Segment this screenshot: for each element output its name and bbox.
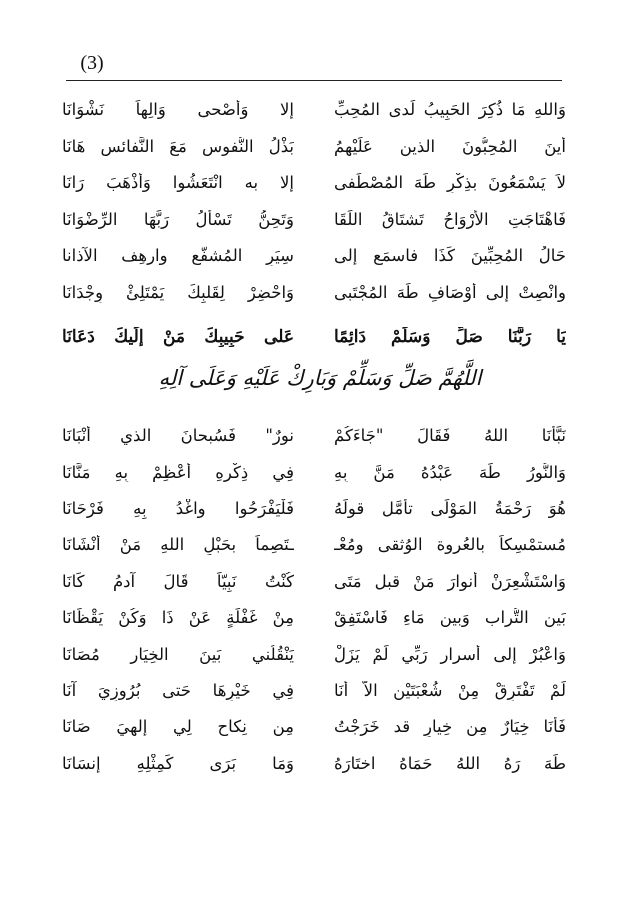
salawat-line: اللَّهُمَّ صَلِّ وَسَلِّمْ وَبَارِكْ عَلَيْهِ وَعَلَى آلِهِ: [158, 366, 482, 390]
chorus-verse: [62, 327, 566, 347]
verse-second-hemistich: مِنْ غَفْلَةٍ عَنْ ذَا وَكُنْ يَقْظَانَا: [62, 608, 294, 628]
verse-second-hemistich: نورٌ" فَسُبحانَ الذي أَنْبَانَا: [62, 426, 294, 446]
verse-second-hemistich: وَمَا بَرَى كَمِثْلِهِ إنسَانَا: [62, 753, 294, 773]
stanza-2: [62, 418, 566, 782]
verse-first-hemistich: لَمْ تَفْتَرِقْ مِنْ شُعْبَتَيْنِ الاَّ أَنَا: [334, 681, 566, 701]
verse-second-hemistich: يَنْقُلُني بَينَ الخِيَارِ مُصَانَا: [62, 644, 294, 664]
header-rule: [66, 80, 562, 81]
verse-first-hemistich: وَاللهِ مَا ذُكِرَ الحَبِيبُ لَدى المُحِبِّ: [334, 100, 566, 120]
verse: [62, 709, 566, 745]
verse: [62, 527, 566, 563]
verse-first-hemistich: وَاعْبُرْ إلى أَسرار رَبِّي لَمْ يَزَلْ: [334, 644, 566, 664]
verse-first-hemistich: فَاهْتَاجَتِ الأَرْوَاحُ تَشتَاقُ اللِّقَا: [334, 209, 566, 229]
verse: [62, 746, 566, 782]
verse-first-hemistich: أَينَ المُحِبُّونَ الذين عَلَيْهِمُ: [334, 136, 566, 156]
verse: [62, 454, 566, 490]
verse-second-hemistich: إلا وَأَصْحى وَالِهاً نَشْوَانَا: [62, 100, 294, 120]
verse-second-hemistich: مِن نِكاحٍ لِي إلهِيَ صَانَا: [62, 717, 294, 737]
verse: [62, 92, 566, 129]
verse-first-hemistich: هُوَ رَحْمَةُ المَوْلَى تأمَّل قولَهُ: [334, 499, 566, 519]
verse: [62, 129, 566, 166]
verse: [62, 275, 566, 312]
verse: [62, 491, 566, 527]
verse-second-hemistich: وَتَحِنُّ تَسْأَلُ رَبَّهَا الرِّضْوَانَا: [62, 209, 294, 229]
verse: [62, 564, 566, 600]
chorus-second-hemistich: عَلى حَبِيبِكَ مَنْ إلَيكَ دَعَانَا: [62, 327, 294, 347]
verse-second-hemistich: بَذْلُ النُّفوسِ مَعَ النَّفائسِ هَانَا: [62, 136, 294, 156]
verse-second-hemistich: ـتَصِماً بحَبْلِ اللهِ مَنْ أَنْشَانَا: [62, 535, 294, 555]
stanza-1: [62, 92, 566, 311]
verse-first-hemistich: مُستمْسِكاً بالعُروة الوُثقى ومُعْـ: [334, 535, 566, 555]
chorus-first-hemistich: يَا رَبَّنَا صَلِّ وَسَلِّمْ دَائِمًا: [334, 327, 566, 347]
verse-second-hemistich: فِي خَيْرِهَا حَتى بُرُوزِيَ آنَا: [62, 681, 294, 701]
verse-first-hemistich: طَهَ رَهُ اللهُ حَمَاهُ اختَارَهُ: [334, 753, 566, 773]
verse: [62, 202, 566, 239]
verse-first-hemistich: حَالُ المُحِبِّينَ كَذَا فاسمَع إلى: [334, 246, 566, 266]
verse-first-hemistich: وانْصِتْ إلى أَوْصَافِ طَهَ المُجْتَبى: [334, 282, 566, 302]
verse-second-hemistich: كُنْتُ نَبِيّاً قَالَ آدمُ كَانَا: [62, 571, 294, 591]
verse: [62, 636, 566, 672]
verse: [62, 600, 566, 636]
verse: [62, 673, 566, 709]
verse-first-hemistich: لاَ يَسْمَعُونَ بذِكْرِ طَهَ المُصْطَفى: [334, 173, 566, 193]
verse-second-hemistich: إلا به انْتَعَشُوا وَأَذْهَبَ رَانَا: [62, 173, 294, 193]
verse-second-hemistich: فِي ذِكْرِهِ أَعْظِمْ بِهِ مَنَّانَا: [62, 462, 294, 482]
verse-second-hemistich: فَلْيَفْرَحُوا واغْدُ بِهِ فَرْحَانَا: [62, 499, 294, 519]
verse-first-hemistich: بَين التُّراب وَبين مَاءِ فَاسْتَفِقْ: [334, 608, 566, 628]
verse: [62, 165, 566, 202]
verse-first-hemistich: وَاسْتَشْعِرَنْ أنوارَ مَنْ قبل مَتَى: [334, 571, 566, 591]
page-number: (3): [80, 52, 104, 74]
verse-first-hemistich: وَالنُّورُ طَهَ عَبْدُهُ مَنَّ بِهِ: [334, 462, 566, 482]
verse: [62, 418, 566, 454]
verse-first-hemistich: فَأَنَا خِيَارٌ مِن خِيارٍ قد خَرَجْتُ: [334, 717, 566, 737]
verse: [62, 238, 566, 275]
verse-first-hemistich: نَبَّأَنَا اللهُ فَقَالَ "جَاءَكُمْ: [334, 426, 566, 446]
verse-second-hemistich: سِيَرِ المُشفَّعِ وارهِف الآذانا: [62, 246, 294, 266]
verse-second-hemistich: وَاحْضِرْ لِقَلبِكَ يَمْتَلِئْ وِجْدَانَا: [62, 282, 294, 302]
